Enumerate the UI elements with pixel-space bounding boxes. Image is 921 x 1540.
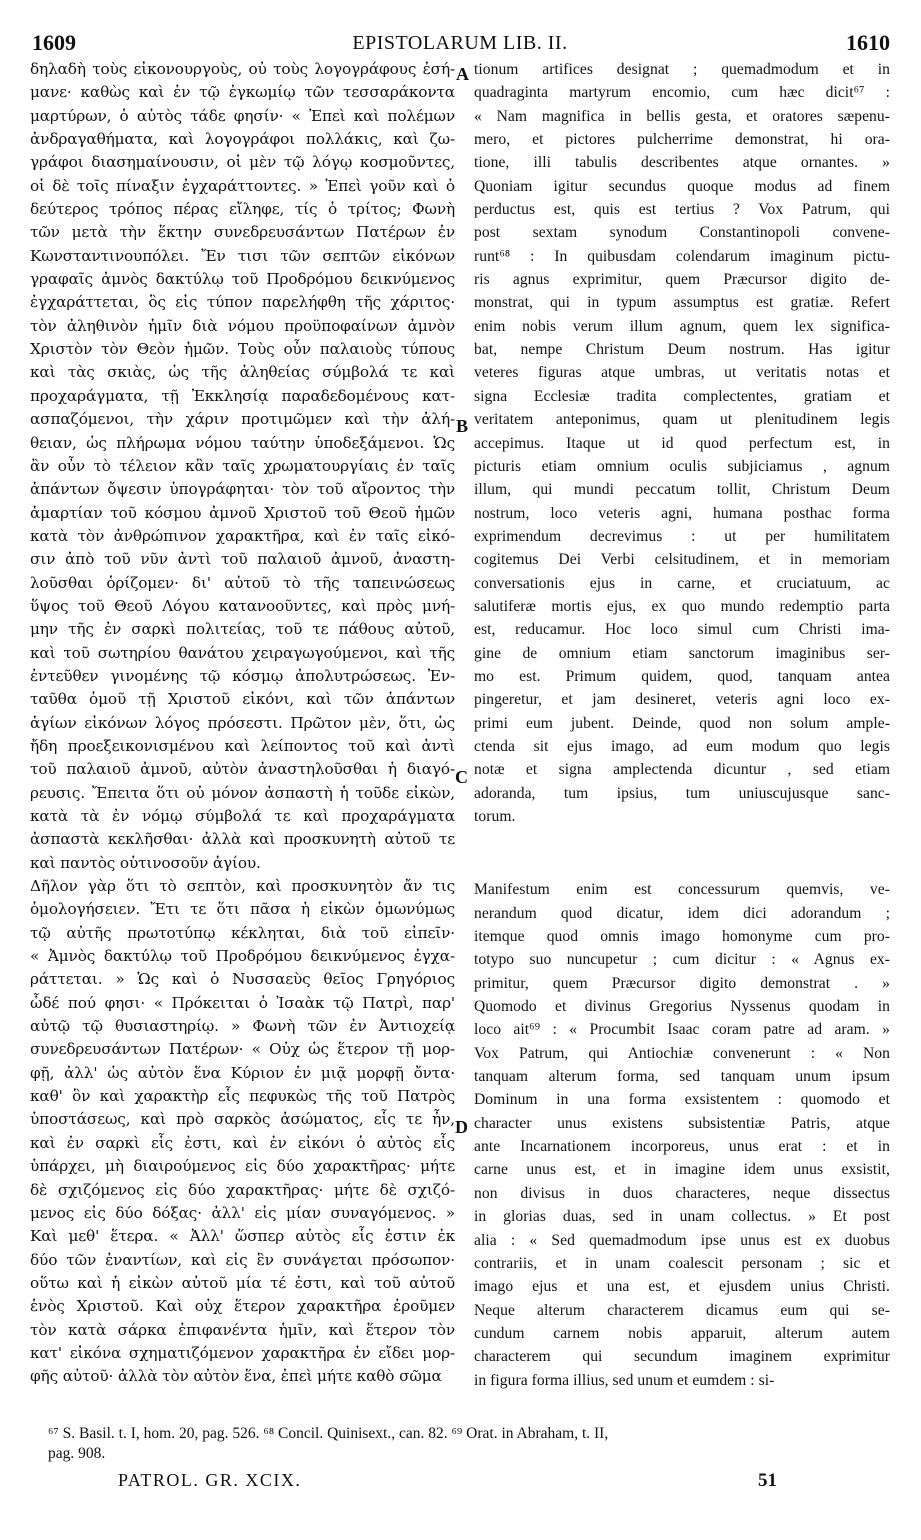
- text-line: καὶ τοῦ σωτηρίου θανάτου χειραγωγούμενοι, καὶ τῆς: [30, 643, 455, 662]
- text-line: μαρτύρων, ὁ αὐτὸς τάδε φησίν· « Ἐπεὶ καὶ πολέμων: [30, 106, 455, 125]
- paragraph-gap: [474, 828, 890, 878]
- text-line: ὕψος τοῦ Θεοῦ Λόγου κατανοοῦντες, καὶ πρὸς μνή-: [30, 596, 455, 615]
- text-line: προχαράγματα, τῇ Ἐκκλησίᾳ παραδεδομένους κατ-: [30, 386, 455, 405]
- volume-signature: PATROL. GR. XCIX.: [118, 1470, 302, 1490]
- text-line: οὕτω καὶ ἡ εἰκὼν αὐτοῦ μία τέ ἐστι, καὶ τοῦ αὐτοῦ: [30, 1273, 455, 1292]
- text-line: ἐγχαράττεται, ὃς εἰς τύπον παρελήφθη τῆς χάριτος·: [30, 293, 455, 312]
- text-line: in figura forma illius, sed unum et eumdem : si-: [474, 1371, 775, 1389]
- text-line: ὑποστάσεως, καὶ πρὸ σαρκὸς ἀσώματος, εἷς τε ἦν,: [30, 1110, 455, 1129]
- text-line: Quomodo et divinus Gregorius Nyssenus quodam in: [474, 998, 890, 1016]
- page-number-right: 1610: [846, 30, 890, 55]
- text-line: κατὰ τὰ ἐν νόμῳ σύμβολά τε καὶ προχαράγματα: [30, 807, 455, 825]
- text-line: exprimendum decrevimus : ut per humilitatem: [474, 527, 890, 545]
- text-line: nostrum, loco veteris agni, humana posthac forma: [474, 504, 890, 522]
- text-line: cundum carnem nobis apparuit, alterum autem: [474, 1324, 890, 1342]
- text-line: primitur, quem Præcursor digito demonstrat . »: [474, 974, 890, 992]
- text-line: κατ' εἰκόνα σχηματιζόμενον χαρακτῆρα ἐν εἴδει μορ-: [30, 1343, 455, 1362]
- text-line: Neque alterum characterem dicamus eum qui se-: [474, 1301, 890, 1319]
- text-line: runt⁶⁸ : In quibusdam colendarum imaginum pictu-: [474, 247, 890, 265]
- text-line: ταῦθα ὁμοῦ τῇ Χριστοῦ εἰκόνι, καὶ τῶν ἁπάντων: [30, 690, 455, 709]
- text-line: θειαν, ὡς πλήρωμα νόμου ταύτην ὑποδεξάμενοι. Ὡς: [30, 433, 455, 452]
- margin-marker-d: D: [455, 1117, 468, 1137]
- text-line: notæ et signa amplectenda dicuntur , sed etiam: [474, 761, 890, 779]
- text-line: ἂν οὖν τὸ τέλειον κἂν ταῖς χρωματουργίαις ἐν ταῖς: [30, 456, 455, 475]
- text-line: δηλαδὴ τοὺς εἰκονουργοὺς, οὐ τοὺς λογογράφους ἐσή-: [30, 60, 455, 78]
- text-line: καθ' ὃν καὶ χαρακτὴρ εἷς πεφυκὼς τῆς τοῦ Πατρὸς: [30, 1087, 455, 1106]
- text-line: torum.: [474, 808, 516, 825]
- text-line: γραφαῖς ἀμνὸς δακτύλῳ τοῦ Προδρόμου δεικνύμενος: [30, 270, 455, 289]
- text-line: « Ἀμνὸς δακτύλῳ τοῦ Προδρόμου δεικνύμενος ἐγχα-: [30, 947, 455, 966]
- text-line: ante Incarnationem incorporeus, unus erat : et in: [474, 1138, 890, 1156]
- text-line: monstrat, qui in typum assumptus est gratiæ. Refert: [474, 294, 890, 312]
- text-line: δεύτερος τρόπος πέρας εἴληφε, τίς ὁ τρίτος; Φωνὴ: [30, 200, 455, 219]
- text-line: itemque quod omnis imago homonyme cum pro-: [474, 928, 890, 946]
- text-line: tionum artifices designat ; quemadmodum et in: [474, 61, 890, 78]
- margin-marker-b: B: [456, 416, 469, 436]
- text-line: loco ait⁶⁹ : « Procumbit Isaac coram patre ad aram. »: [474, 1021, 890, 1039]
- text-line: accepimus. Itaque ut id quod perfectum est, in: [474, 434, 890, 452]
- text-line: Vox Patrum, qui Antiochiæ convenerunt : « Non: [474, 1044, 890, 1062]
- text-line: ἀσπαστὰ κεκλῆσθαι· ἀλλὰ καὶ προσκυνητὴ αὐτοῦ τε: [30, 830, 455, 849]
- text-line: tione, illi tabulis describentes atque ornantes. »: [474, 154, 890, 172]
- text-line: primi eum jubent. Deinde, quod non solum ample-: [474, 714, 890, 732]
- text-line: δύο τῶν ἐναντίων, καὶ εἰς ἓν συνάγεται πρόσωπον·: [30, 1250, 455, 1269]
- footnote-line: pag. 908.: [48, 1445, 106, 1462]
- margin-marker-a: A: [456, 64, 469, 84]
- text-line: mero, et pictores pulcherrime demonstrat, hi ora-: [474, 131, 890, 149]
- latin-column: [474, 58, 890, 1392]
- text-line: σιν ἀπὸ τοῦ νῦν ἀντὶ τοῦ παλαιοῦ ἀμνοῦ, ἀναστη-: [30, 550, 455, 569]
- text-line: conversationis ejus in carne, et cruciatuum, ac: [474, 574, 890, 592]
- text-line: γράφοι διασημαίνουσιν, οἱ μὲν τῷ λόγῳ κοσμοῦντες,: [30, 153, 455, 172]
- text-line: Manifestum enim est concessurum quemvis, ve-: [474, 881, 890, 899]
- text-line: δὲ σχιζόμενος εἰς δύο χαρακτῆρας· μήτε δὲ σχιζό-: [30, 1180, 455, 1199]
- text-line: cogitemus Dei Verbi celsitudinem, et in memoriam: [474, 551, 890, 569]
- text-line: ὧδέ πού φησι· « Πρόκειται ὁ Ἰσαὰκ τῷ Πατρὶ, παρ': [30, 993, 455, 1012]
- text-line: ἁγίων εἰκόνων λόγος πρόσεστι. Πρῶτον μὲν, ὅτι, ὡς: [30, 713, 455, 732]
- text-line: picturis etiam omnium oculis subjiciamus , agnum: [474, 457, 890, 475]
- text-line: in glorias duas, sed in unam collectus. » Et post: [474, 1208, 890, 1226]
- page-footer: [118, 1470, 818, 1500]
- text-line: καὶ τὰς σκιὰς, ὡς τῆς ἀληθείας σύμβολά τε καὶ: [30, 363, 455, 382]
- text-line: alia : « Sed quemadmodum ipse unus est ex duobus: [474, 1231, 890, 1249]
- text-line: ἤδη προεξεικονισμένου καὶ λείποντος τοῦ καὶ ἀντὶ: [30, 736, 455, 755]
- text-line: ὑπάρχει, μὴ διαιρούμενος εἰς δύο χαρακτῆρας· μήτε: [30, 1157, 455, 1176]
- text-line: totypo suo nuncupetur ; cum dicitur : « Agnus ex-: [474, 951, 890, 969]
- text-line: ρευσις. Ἔπειτα ὅτι οὐ μόνον ἀσπαστὴ ἡ τοῦδε εἰκὼν,: [30, 783, 455, 802]
- running-title: EPISTOLARUM LIB. II.: [352, 32, 568, 54]
- text-line: enim nobis verum illum agnum, quem lex significa-: [474, 317, 890, 335]
- text-line: adoranda, tum ipsius, tum uniuscujusque sanc-: [474, 784, 890, 802]
- text-line: αὐτῷ τῷ θυσιαστηρίῳ. » Φωνὴ τῶν ἐν Ἀντιοχείᾳ: [30, 1017, 455, 1036]
- text-line: illum, qui mundi peccatum tollit, Christum Deum: [474, 481, 890, 499]
- text-line: bat, nempe Christum Deum nostrum. Has igitur: [474, 341, 890, 359]
- text-line: οἱ δὲ τοῖς πίναξιν ἐγχαράττοντες. » Ἐπεὶ γοῦν καὶ ὁ: [30, 176, 455, 195]
- text-line: Dominum in una forma exsistentem : quomodo et: [474, 1091, 890, 1109]
- text-line: carne unus est, et in imagine idem unus exsistit,: [474, 1161, 890, 1179]
- text-line: ctenda sit ejus imago, ad eum modum quo legis: [474, 737, 890, 755]
- text-line: ἑνὸς Χριστοῦ. Καὶ οὐχ ἕτερον χαρακτῆρα ἐροῦμεν: [30, 1297, 455, 1316]
- text-line: est, reducamur. Hoc loco simul cum Christi ima-: [474, 621, 890, 639]
- text-line: signa Ecclesiæ tradita complectentes, gratiam et: [474, 387, 890, 405]
- text-line: φῇ, ἀλλ' ὡς αὐτὸν ἕνα Κύριον ἐν μιᾷ μορφῇ ὄντα·: [30, 1063, 455, 1082]
- text-line: ὁμολογήσειεν. Ἔτι τε ὅτι πᾶσα ἡ εἰκὼν ὁμωνύμως: [30, 900, 455, 919]
- text-line: ασπαζόμενοι, τὴν χάριν προτιμῶμεν καὶ τὴν ἀλή-: [30, 410, 455, 429]
- text-line: τοῦ παλαιοῦ ἀμνοῦ, αὐτὸν ἀναστηλοῦσθαι ἡ διαγό-: [30, 760, 455, 779]
- text-line: λοῦσθαι ὁρίζομεν· δι' αὐτοῦ τὸ τῆς ταπεινώσεως: [30, 573, 455, 592]
- text-line: καὶ παντὸς οὑτινοσοῦν ἁγίου.: [30, 853, 261, 872]
- text-line: perductus est, quis est tertius ? Vox Patrum, qui: [474, 201, 890, 219]
- text-line: contrariis, et in unam coalescit personam ; sic et: [474, 1254, 890, 1272]
- text-line: « Nam magnifica in bellis gesta, et oratores sæpenu-: [474, 107, 890, 125]
- text-line: ἁπάντων ὄψεσιν ὑπογράφηται· τὸν τοῦ αἴροντος τὴν: [30, 480, 455, 499]
- text-line: ἁμαρτίαν τοῦ κόσμου ἀμνοῦ Χριστοῦ τοῦ Θεοῦ ἡμῶν: [30, 503, 455, 522]
- text-line: tanquam alterum forma, sed tanquam unum ipsum: [474, 1068, 890, 1086]
- text-line: τῷ αὐτῆς πρωτοτύπῳ κέκληται, διὰ τοῦ εἰπεῖν·: [30, 923, 455, 942]
- text-line: Δῆλον γὰρ ὅτι τὸ σεπτὸν, καὶ προσκυνητὸν ἄν τις: [30, 877, 455, 896]
- text-line: καὶ ἐν σαρκὶ εἷς ἐστι, καὶ ἐν εἰκόνι ὁ αὐτὸς εἷς: [30, 1133, 455, 1152]
- text-line: μανε· καθὼς καὶ ἐν τῷ ἐγκωμίῳ τῶν τεσσαράκοντα: [30, 83, 455, 102]
- text-line: τὸν κατὰ σάρκα ἐπιφανέντα ἡμῖν, καὶ ἕτερον τὸν: [30, 1320, 455, 1339]
- text-line: μενος εἰς δύο δόξας· ἀλλ' εἰς μίαν συναγόμενος. »: [30, 1203, 455, 1222]
- text-line: nerandum quod dicatur, idem dici adorandum ;: [474, 904, 890, 922]
- text-line: gine de omnium etiam sanctorum imaginibus ser-: [474, 644, 890, 662]
- text-line: salutiferæ mortis ejus, ex quo mundo redemptio parta: [474, 597, 890, 615]
- text-line: Quoniam igitur secundus quoque modus ad finem: [474, 177, 890, 195]
- text-line: imago ejus et una est, et ejusdem unius Christi.: [474, 1278, 890, 1296]
- text-line: pingeretur, et jam desineret, veteris agni loco ex-: [474, 691, 890, 709]
- text-line: non divisus in duos characteres, neque dissectus: [474, 1184, 890, 1202]
- greek-column: [30, 58, 455, 1389]
- footnote-line: ⁶⁷ S. Basil. t. I, hom. 20, pag. 526. ⁶⁸ Concil. Quinisext., can. 82. ⁶⁹ Orat. in Abraham, t. II,: [48, 1425, 609, 1442]
- text-line: veritatem anteponimus, quam ut plenitudinem legis: [474, 411, 890, 429]
- margin-marker-c: C: [455, 767, 468, 787]
- footnotes: [48, 1424, 890, 1464]
- text-line: ἀνδραγαθήματα, καὶ λογογράφοι πολλάκις, καὶ ζω-: [30, 130, 455, 149]
- text-line: quadraginta martyrum encomio, cum hæc dicit⁶⁷ :: [474, 84, 890, 102]
- text-line: ράττεται. » Ὡς καὶ ὁ Νυσσαεὺς θεῖος Γρηγόριος: [30, 970, 455, 989]
- text-line: φῆς αὐτοῦ· ἀλλὰ τὸν αὐτὸν ἕνα, ἐπεὶ μήτε καθὸ σῶμα: [30, 1367, 442, 1386]
- text-line: τὸν ἀληθινὸν ἡμῖν διὰ νόμου προϋποφαίνων ἀμνὸν: [30, 316, 455, 335]
- text-line: post sextam synodum Constantinopoli convene-: [474, 224, 890, 242]
- page-header: [30, 30, 890, 58]
- text-line: ἐντεῦθεν γινομένης τῷ κόσμῳ ἀπολυτρώσεως. Ἐν-: [30, 666, 455, 685]
- text-line: character unus existens subsistentiæ Patris, atque: [474, 1114, 890, 1132]
- text-line: κατὰ τὸν ἀνθρώπινον χαρακτῆρα, καὶ ἐν ταῖς εἰκό-: [30, 526, 455, 545]
- text-line: Κωνσταντινουπόλει. Ἔν τισι τῶν σεπτῶν εἰκόνων: [30, 246, 455, 265]
- signature-number: 51: [758, 1470, 777, 1491]
- text-line: characterem qui secundum imaginem exprimitur: [474, 1348, 890, 1366]
- text-line: ris agnus exprimitur, quem Præcursor digito de-: [474, 271, 890, 289]
- text-line: συνεδρευσάντων Πατέρων· « Οὐχ ὡς ἕτερον τῇ μορ-: [30, 1040, 455, 1059]
- text-line: μην τῆς ἐν σαρκὶ πολιτείας, τοῦ τε πάθους αὐτοῦ,: [30, 620, 455, 639]
- page-number-left: 1609: [32, 30, 76, 55]
- text-line: mo est. Primum quidem, quod, tanquam antea: [474, 667, 890, 685]
- text-line: veteres figuras atque umbras, ut veritatis notas et: [474, 364, 890, 382]
- text-line: τῶν μετὰ τὴν ἕκτην συνεδρευσάντων Πατέρων ἐν: [30, 223, 455, 242]
- text-line: Χριστὸν τὸν Θεὸν ἡμῶν. Τοὺς οὖν παλαιοὺς τύπους: [30, 340, 455, 359]
- text-line: Καὶ μεθ' ἕτερα. « Ἀλλ' ὥσπερ αὐτὸς εἷς ἐστιν ἐκ: [30, 1227, 455, 1246]
